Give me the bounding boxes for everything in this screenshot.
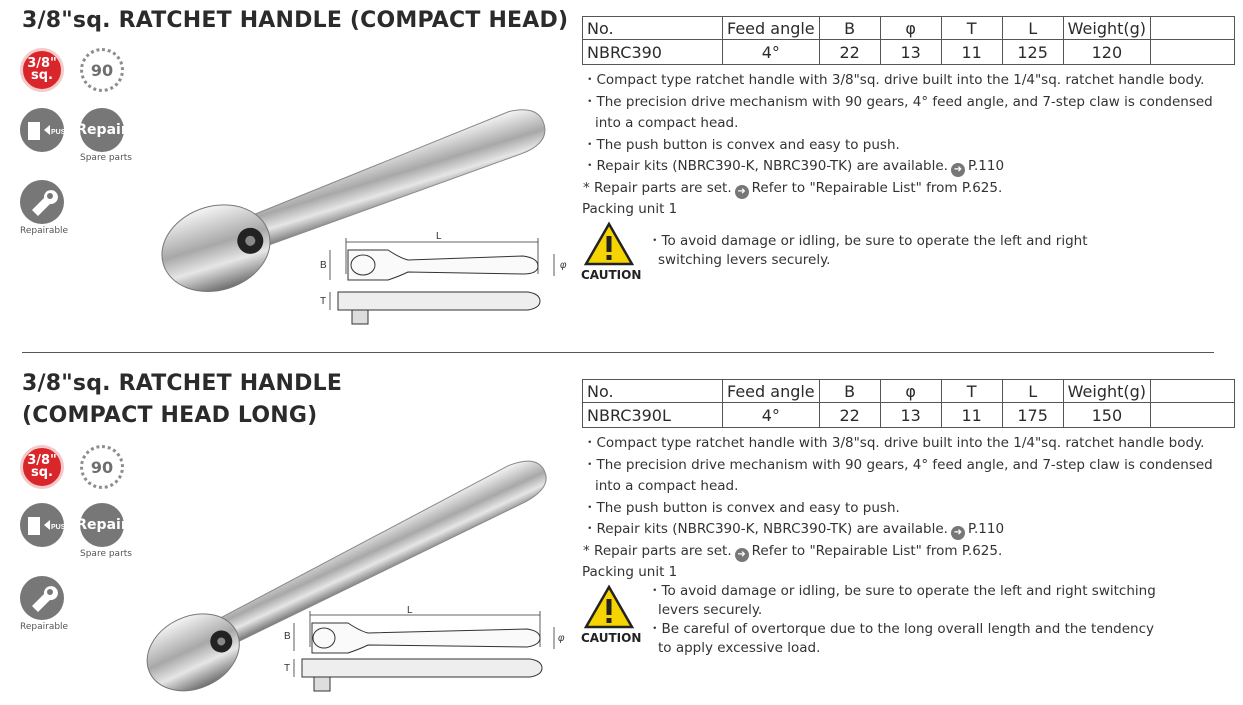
header-cell: B	[819, 380, 880, 403]
note-line: ・Compact type ratchet handle with 3/8"sq. drive built into the 1/4"sq. ratchet handle body.	[583, 72, 1205, 88]
arrow-circle-icon: ➜	[735, 548, 749, 562]
repair-kit-note: ・Repair kits (NBRC390-K, NBRC390-TK) are available.	[583, 521, 948, 537]
note-line: ・The push button is convex and easy to push.	[583, 499, 900, 516]
note-line	[583, 178, 1233, 200]
header-cell: B	[819, 17, 880, 40]
header-cell: Feed angle	[723, 380, 820, 403]
feed-angle-value: 4°	[723, 403, 820, 428]
header-cell: T	[941, 17, 1002, 40]
t-value: 11	[941, 403, 1002, 428]
note-line: ・The push button is convex and easy to push.	[583, 136, 900, 153]
page-reference-link[interactable]: P.110	[967, 521, 1005, 537]
drive-size-badge	[20, 445, 64, 489]
repair-label: Repair	[76, 122, 128, 138]
spec-table	[582, 16, 1235, 65]
note-line: ・Compact type ratchet handle with 3/8"sq. drive built into the 1/4"sq. ratchet handle body.	[583, 435, 1205, 451]
header-cell: T	[941, 380, 1002, 403]
note-line	[583, 541, 1233, 563]
product-title-line-2: (COMPACT HEAD LONG)	[22, 403, 318, 428]
t-value: 11	[941, 40, 1002, 65]
table-header-row	[583, 17, 1235, 40]
spare-parts-caption: Spare parts	[80, 153, 132, 163]
spec-table	[582, 379, 1235, 428]
diameter-label: φ	[558, 633, 565, 644]
product-title: 3/8"sq. RATCHET HANDLE (COMPACT HEAD)	[22, 8, 569, 33]
header-cell: No.	[583, 380, 723, 403]
push-button-icon	[20, 503, 71, 547]
header-cell: L	[1002, 17, 1063, 40]
l-value: 175	[1002, 403, 1063, 428]
empty-cell	[1151, 40, 1235, 65]
repairable-list-link[interactable]: Refer to "Repairable List" from P.625.	[751, 542, 1003, 559]
repairable-caption: Repairable	[20, 226, 69, 236]
diameter-value: 13	[880, 403, 941, 428]
arrow-circle-icon: ➜	[951, 526, 965, 540]
arrow-circle-icon: ➜	[735, 185, 749, 199]
model-number: NBRC390L	[583, 403, 723, 428]
note-line: ・The precision drive mechanism with 90 gears, 4° feed angle, and 7-step claw is condensed	[583, 93, 1213, 110]
width-label: B	[284, 631, 291, 642]
header-cell: L	[1002, 380, 1063, 403]
empty-cell	[1151, 403, 1235, 428]
spare-parts-caption: Spare parts	[80, 549, 132, 559]
wrench-icon	[20, 180, 64, 224]
dimension-drawing	[282, 603, 577, 703]
repair-badge	[76, 108, 128, 152]
header-cell: No.	[583, 17, 723, 40]
push-label: PUSH	[51, 524, 71, 531]
wrench-icon	[20, 576, 64, 620]
length-label: L	[436, 231, 442, 242]
caution-block	[581, 585, 642, 645]
caution-line: to apply excessive load.	[658, 640, 821, 656]
header-cell-empty	[1151, 17, 1235, 40]
caution-label: CAUTION	[581, 268, 642, 282]
drive-size-badge	[20, 48, 64, 92]
note-line: ・The precision drive mechanism with 90 gears, 4° feed angle, and 7-step claw is condensed	[583, 456, 1213, 473]
feed-angle-value: 4°	[723, 40, 820, 65]
diameter-label: φ	[560, 260, 567, 271]
push-button-icon	[20, 108, 71, 152]
b-value: 22	[819, 403, 880, 428]
feature-notes	[583, 70, 1233, 221]
push-label: PUSH	[51, 129, 71, 136]
caution-line: levers securely.	[658, 602, 763, 618]
feature-notes	[583, 433, 1233, 584]
table-header-row	[583, 380, 1235, 403]
table-row	[583, 403, 1235, 428]
caution-text	[648, 232, 1208, 270]
section-divider	[22, 352, 1214, 353]
caution-triangle-icon	[584, 585, 634, 629]
repair-parts-note: * Repair parts are set.	[583, 542, 732, 559]
caution-line: ・Be careful of overtorque due to the long overall length and the tendency	[648, 621, 1155, 637]
repair-label: Repair	[76, 517, 128, 533]
drive-unit-label: sq.	[31, 68, 53, 83]
drive-size-label: 3/8"	[27, 453, 57, 468]
thickness-label: T	[284, 663, 291, 674]
note-line	[583, 156, 1233, 178]
repair-parts-note: * Repair parts are set.	[583, 179, 732, 196]
caution-text	[648, 582, 1208, 658]
packing-unit: Packing unit 1	[582, 564, 678, 580]
gear-count-label: 90	[90, 457, 114, 477]
repairable-list-link[interactable]: Refer to "Repairable List" from P.625.	[751, 179, 1003, 196]
packing-unit: Packing unit 1	[582, 201, 678, 217]
note-line: into a compact head.	[595, 478, 739, 494]
l-value: 125	[1002, 40, 1063, 65]
caution-triangle-icon	[584, 222, 634, 266]
header-cell: Feed angle	[723, 17, 820, 40]
drive-size-label: 3/8"	[27, 56, 57, 71]
gear-count-label: 90	[90, 60, 114, 80]
note-line: into a compact head.	[595, 115, 739, 131]
gear-count-badge	[80, 48, 124, 92]
caution-block	[581, 222, 642, 282]
header-cell-empty	[1151, 380, 1235, 403]
header-cell: φ	[880, 380, 941, 403]
arrow-circle-icon: ➜	[951, 163, 965, 177]
weight-value: 150	[1063, 403, 1150, 428]
weight-value: 120	[1063, 40, 1150, 65]
b-value: 22	[819, 40, 880, 65]
caution-label: CAUTION	[581, 631, 642, 645]
page-reference-link[interactable]: P.110	[967, 158, 1005, 174]
diameter-value: 13	[880, 40, 941, 65]
product-title: 3/8"sq. RATCHET HANDLE	[22, 371, 343, 396]
header-cell: φ	[880, 17, 941, 40]
width-label: B	[320, 260, 327, 271]
repairable-caption: Repairable	[20, 622, 69, 632]
length-label: L	[407, 605, 413, 616]
header-cell: Weight(g)	[1063, 380, 1150, 403]
caution-line: ・To avoid damage or idling, be sure to operate the left and right	[648, 233, 1088, 249]
caution-line: switching levers securely.	[658, 252, 831, 268]
repair-kit-note: ・Repair kits (NBRC390-K, NBRC390-TK) are available.	[583, 158, 948, 174]
table-row	[583, 40, 1235, 65]
model-number: NBRC390	[583, 40, 723, 65]
thickness-label: T	[320, 296, 327, 307]
caution-line: ・To avoid damage or idling, be sure to operate the left and right switching	[648, 583, 1156, 599]
drive-unit-label: sq.	[31, 465, 53, 480]
header-cell: Weight(g)	[1063, 17, 1150, 40]
dimension-drawing	[318, 228, 578, 328]
note-line	[583, 519, 1233, 541]
